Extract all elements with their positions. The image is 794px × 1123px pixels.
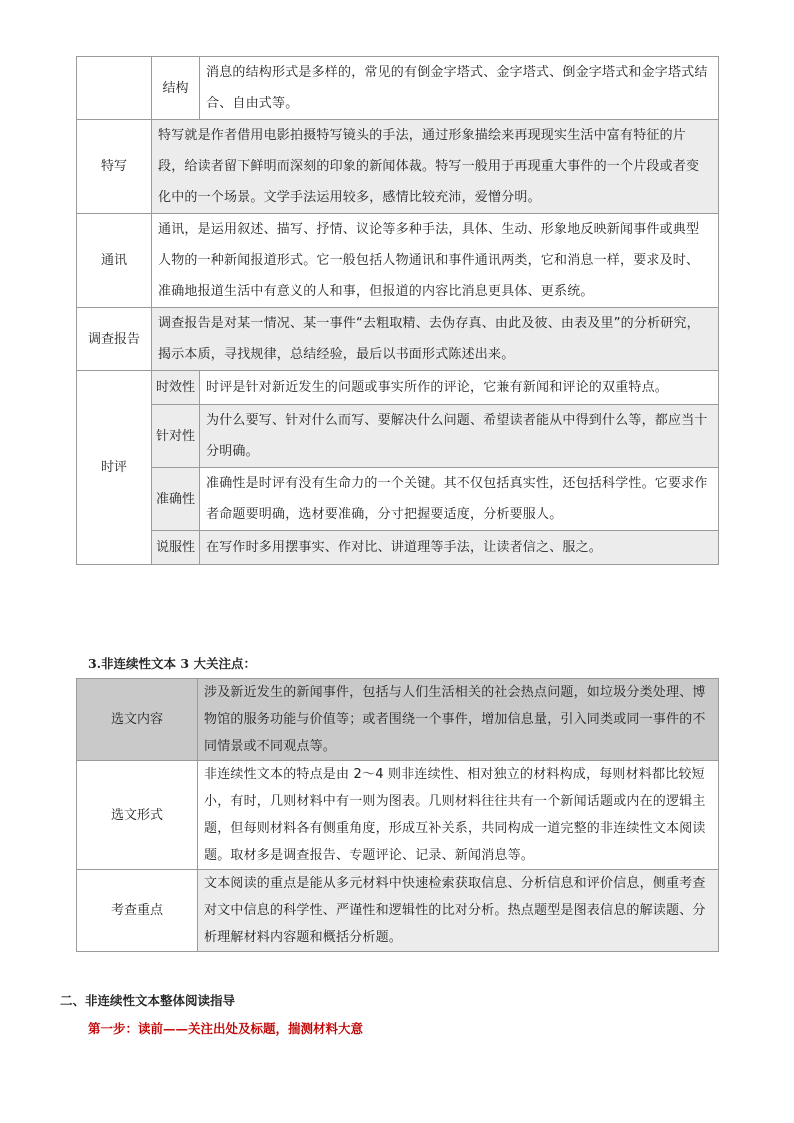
row-label-commentary: 时评 (77, 371, 152, 565)
table-row (77, 120, 719, 214)
table-row (77, 468, 719, 531)
sub-label-timeliness: 时效性 (152, 371, 200, 405)
sub-text-pertinence: 为什么要写、针对什么而写、要解决什么问题、希望读者能从中得到什么等，都应当十分明确。 (200, 405, 719, 468)
table-row (77, 531, 719, 565)
step-1-heading: 第一步：读前——关注出处及标题，揣测材料大意 (88, 1021, 364, 1036)
table-row (77, 57, 719, 120)
sub-text-timeliness: 时评是针对新近发生的问题或事实所作的评论，它兼有新闻和评论的双重特点。 (200, 371, 719, 405)
row-label-focus: 考查重点 (77, 870, 198, 952)
row-text-correspondence: 通讯，是运用叙述、描写、抒情、议论等多种手法，具体、生动、形象地反映新闻事件或典型人物的一种新闻报道形式。它一般包括人物通讯和事件通讯两类，它和消息一样，要求及时、准确地报道生活中有意义的人和事，但报道的内容比消息更具体、更系统。 (152, 214, 719, 308)
section-2-heading: 二、非连续性文本整体阅读指导 (60, 993, 236, 1008)
section-3-heading: 3.非连续性文本 3 大关注点： (88, 656, 256, 671)
row-label-structure: 结构 (152, 57, 200, 120)
table-row (77, 308, 719, 371)
table-row (77, 214, 719, 308)
table-row (77, 371, 719, 405)
row-text-form: 非连续性文本的特点是由 2～4 则非连续性、相对独立的材料构成，每则材料都比较短小，有时，几则材料中有一则为图表。几则材料往往共有一个新闻话题或内在的逻辑主题，但每则材料各有侧重角度，形成互补关系，共同构成一道完整的非连续性文本阅读题。取材多是调查报告、专题评论、记录、新闻消息等。 (198, 761, 719, 870)
row-label-correspondence: 通讯 (77, 214, 152, 308)
table-row (77, 679, 719, 761)
row-text-structure: 消息的结构形式是多样的，常见的有倒金字塔式、金字塔式、倒金字塔式和金字塔式结合、自由式等。 (200, 57, 719, 120)
table-row (77, 761, 719, 870)
table-row (77, 870, 719, 952)
row-label-form: 选文形式 (77, 761, 198, 870)
sub-label-pertinence: 针对性 (152, 405, 200, 468)
row-text-focus: 文本阅读的重点是能从多元材料中快速检索获取信息、分析信息和评价信息，侧重考查对文中信息的科学性、严谨性和逻辑性的比对分析。热点题型是图表信息的解读题、分析理解材料内容题和概括分析题。 (198, 870, 719, 952)
sub-text-persuasiveness: 在写作时多用摆事实、作对比、讲道理等手法，让读者信之、服之。 (200, 531, 719, 565)
row-text-feature: 特写就是作者借用电影拍摄特写镜头的手法，通过形象描绘来再现现实生活中富有特征的片段，给读者留下鲜明而深刻的印象的新闻体裁。特写一般用于再现重大事件的一个片段或者变化中的一个场景。文学手法运用较多，感情比较充沛，爱憎分明。 (152, 120, 719, 214)
row-text-investigation: 调查报告是对某一情况、某一事件“去粗取精、去伪存真、由此及彼、由表及里”的分析研究，揭示本质，寻找规律，总结经验，最后以书面形式陈述出来。 (152, 308, 719, 371)
row-label-content: 选文内容 (77, 679, 198, 761)
sub-label-persuasiveness: 说服性 (152, 531, 200, 565)
table-row (77, 405, 719, 468)
sub-label-accuracy: 准确性 (152, 468, 200, 531)
row-label-feature: 特写 (77, 120, 152, 214)
sub-text-accuracy: 准确性是时评有没有生命力的一个关键。其不仅包括真实性，还包括科学性。它要求作者命题要明确，选材要准确，分寸把握要适度，分析要服人。 (200, 468, 719, 531)
focus-points-table (76, 678, 719, 952)
news-genre-table (76, 56, 719, 565)
row-label-investigation: 调查报告 (77, 308, 152, 371)
row-text-content: 涉及新近发生的新闻事件，包括与人们生活相关的社会热点问题，如垃圾分类处理、博物馆的服务功能与价值等；或者围绕一个事件，增加信息量，引入同类或同一事件的不同情景或不同观点等。 (198, 679, 719, 761)
